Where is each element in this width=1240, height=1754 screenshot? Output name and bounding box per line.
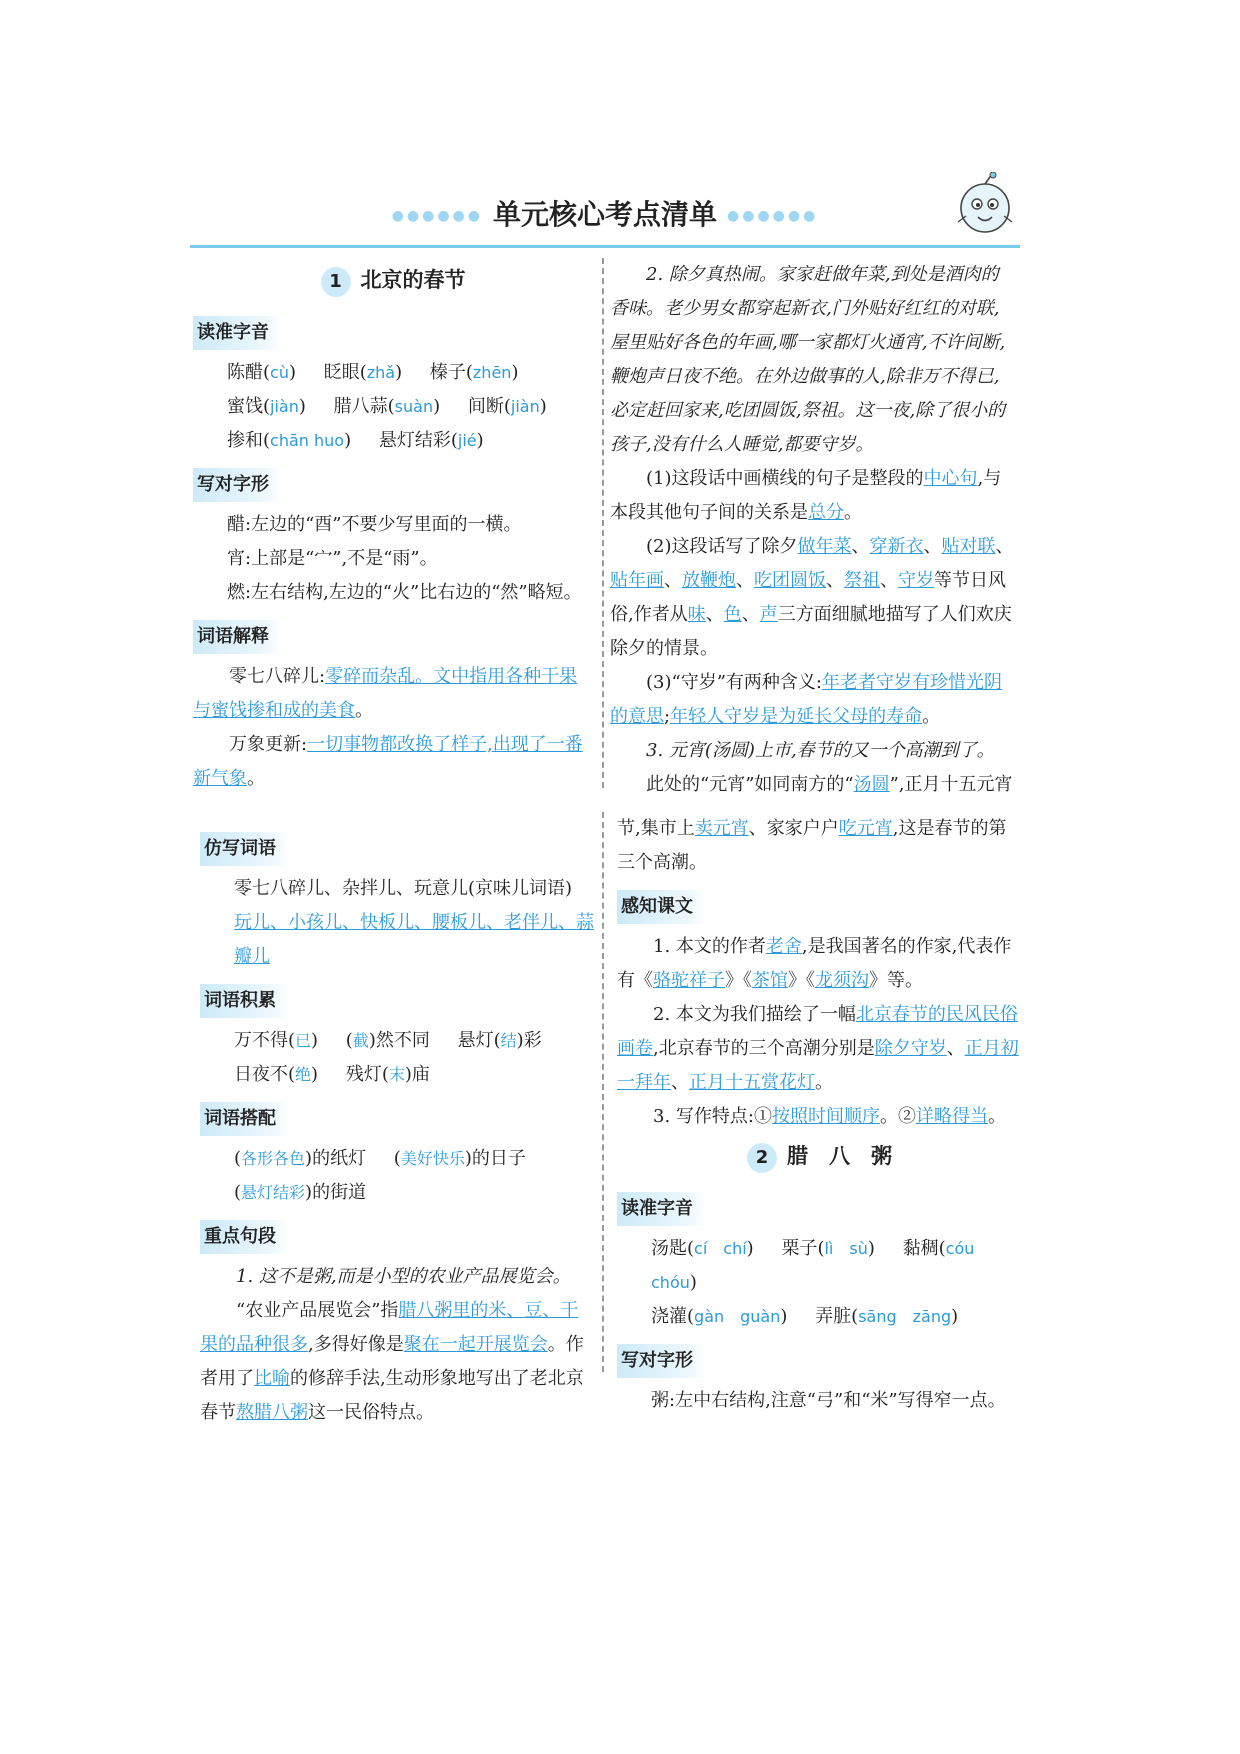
perceive-3: 3. 写作特点:①按照时间顺序。②详略得当。 — [653, 1106, 1006, 1127]
pron-line: 浇灌(gàn guàn) 弄脏(sāng zāng) — [651, 1306, 959, 1327]
answer-1: (1)这段话中画横线的句子是整段的中心句,与本段其他句子间的关系是总分。 — [610, 468, 1002, 523]
word-def: 万象更新:一切事物都改换了样子,出现了一番新气象。 — [193, 734, 583, 789]
section-head-accumulate: 词语积累 — [200, 984, 290, 1018]
pron-line: 掺和(chān huo) 悬灯结彩(jié) — [227, 430, 484, 451]
section-head-char-shape: 写对字形 — [193, 468, 283, 502]
column-divider-bottom — [602, 812, 604, 1372]
mascot-icon — [952, 172, 1018, 238]
answer-4: 此处的“元宵”如同南方的“汤圆”,正月十五元宵 — [646, 774, 1013, 795]
column-right-bottom — [617, 812, 1022, 1418]
imitate-answer: 玩儿、小孩儿、快板儿、腰板儿、老伴儿、蒜瓣儿 — [234, 912, 594, 967]
pron-line: 汤匙(cí chí) 栗子(lì sù) 黏稠(cóu chóu) — [651, 1238, 991, 1293]
accumulate-line: 万不得(已) (截)然不同 悬灯(结)彩 — [234, 1030, 542, 1051]
perceive-2: 2. 本文为我们描绘了一幅北京春节的民风民俗画卷,北京春节的三个高潮分别是除夕守岁、正月初一拜年、正月十五赏花灯。 — [617, 1004, 1019, 1093]
accumulate-line: 日夜不(绝) 残灯(末)庙 — [234, 1064, 430, 1085]
continued-text: 节,集市上卖元宵、家家户户吃元宵,这是春节的第三个高潮。 — [617, 818, 1007, 873]
pron-line: 陈醋(cù) 眨眼(zhǎ) 榛子(zhēn) — [227, 362, 519, 383]
collocation-line: (各形各色)的纸灯 (美好快乐)的日子 — [234, 1148, 526, 1169]
section-head-word-meaning: 词语解释 — [193, 620, 283, 654]
section-head-pronunciation: 读准字音 — [193, 316, 283, 350]
column-right-top — [610, 258, 1015, 802]
answer-2: (2)这段话写了除夕做年菜、穿新衣、贴对联、贴年画、放鞭炮、吃团圆饭、祭祖、守岁等节日风俗,作者从味、色、声三方面细腻地描写了人们欢庆除夕的情景。 — [610, 536, 1014, 659]
answer-3: (3)“守岁”有两种含义:年老者守岁有珍惜光阴的意思;年轻人守岁是为延长父母的寿命。 — [610, 672, 1002, 727]
imitate-question: 零七八碎儿、杂拌儿、玩意儿(京味儿词语) — [234, 878, 573, 899]
column-divider-top — [602, 258, 604, 788]
perceive-1: 1. 本文的作者老舍,是我国著名的作家,代表作有《骆驼祥子》《茶馆》《龙须沟》等。 — [617, 936, 1012, 991]
section-head-pronunciation: 读准字音 — [617, 1192, 707, 1226]
lesson2-title: 2 腊 八 粥 — [617, 1138, 1022, 1174]
lesson-number: 2 — [747, 1143, 777, 1173]
section-head-key-sentence: 重点句段 — [200, 1220, 290, 1254]
section-head-imitate: 仿写词语 — [200, 832, 290, 866]
passage-text: 2. 除夕真热闹。家家赶做年菜,到处是酒肉的香味。老少男女都穿起新衣,门外贴好红红的对联,屋里贴好各色的年画,哪一家都灯火通宵,不许间断,鞭炮声日夜不绝。在外边做事的人,除非万不得已,必定赶回家来,吃团圆饭,祭祖。这一夜,除了很小的孩子,没有什么人睡觉,都要守岁。 — [610, 264, 1006, 455]
section-head-perceive: 感知课文 — [617, 890, 707, 924]
column-left-bottom — [200, 822, 595, 1430]
section-head-collocation: 词语搭配 — [200, 1102, 290, 1136]
pron-line: 蜜饯(jiàn) 腊八蒜(suàn) 间断(jiàn) — [227, 396, 547, 417]
column-left-top — [193, 258, 593, 796]
shape-note: 燃:左右结构,左边的“火”比右边的“然”略短。 — [227, 582, 582, 603]
shape-note: 粥:左中右结构,注意“弓”和“米”写得窄一点。 — [651, 1390, 1006, 1411]
shape-note: 醋:左边的“酉”不要少写里面的一横。 — [227, 514, 522, 535]
key-sentence: 1. 这不是粥,而是小型的农业产品展览会。 — [236, 1266, 571, 1287]
lesson-number: 1 — [321, 267, 351, 297]
page-header — [190, 185, 1020, 248]
page-title: ●●●●●● 单元核心考点清单 ●●●●●● — [391, 198, 819, 231]
word-def: 零七八碎儿:零碎而杂乱。文中指用各种干果与蜜饯掺和成的美食。 — [193, 666, 578, 721]
passage-text: 3. 元宵(汤圆)上市,春节的又一个高潮到了。 — [646, 740, 995, 761]
lesson1-title: 1 北京的春节 — [193, 262, 593, 298]
collocation-line: (悬灯结彩)的街道 — [234, 1182, 367, 1203]
shape-note: 宵:上部是“宀”,不是“雨”。 — [227, 548, 438, 569]
key-sentence-answer: “农业产品展览会”指腊八粥里的米、豆、干果的品种很多,多得好像是聚在一起开展览会。作者用了比喻的修辞手法,生动形象地写出了老北京春节熬腊八粥这一民俗特点。 — [200, 1300, 584, 1423]
section-head-char-shape: 写对字形 — [617, 1344, 707, 1378]
decor-dots-left: ●●●●●● — [391, 208, 483, 224]
decor-dots-right: ●●●●●● — [727, 208, 819, 224]
